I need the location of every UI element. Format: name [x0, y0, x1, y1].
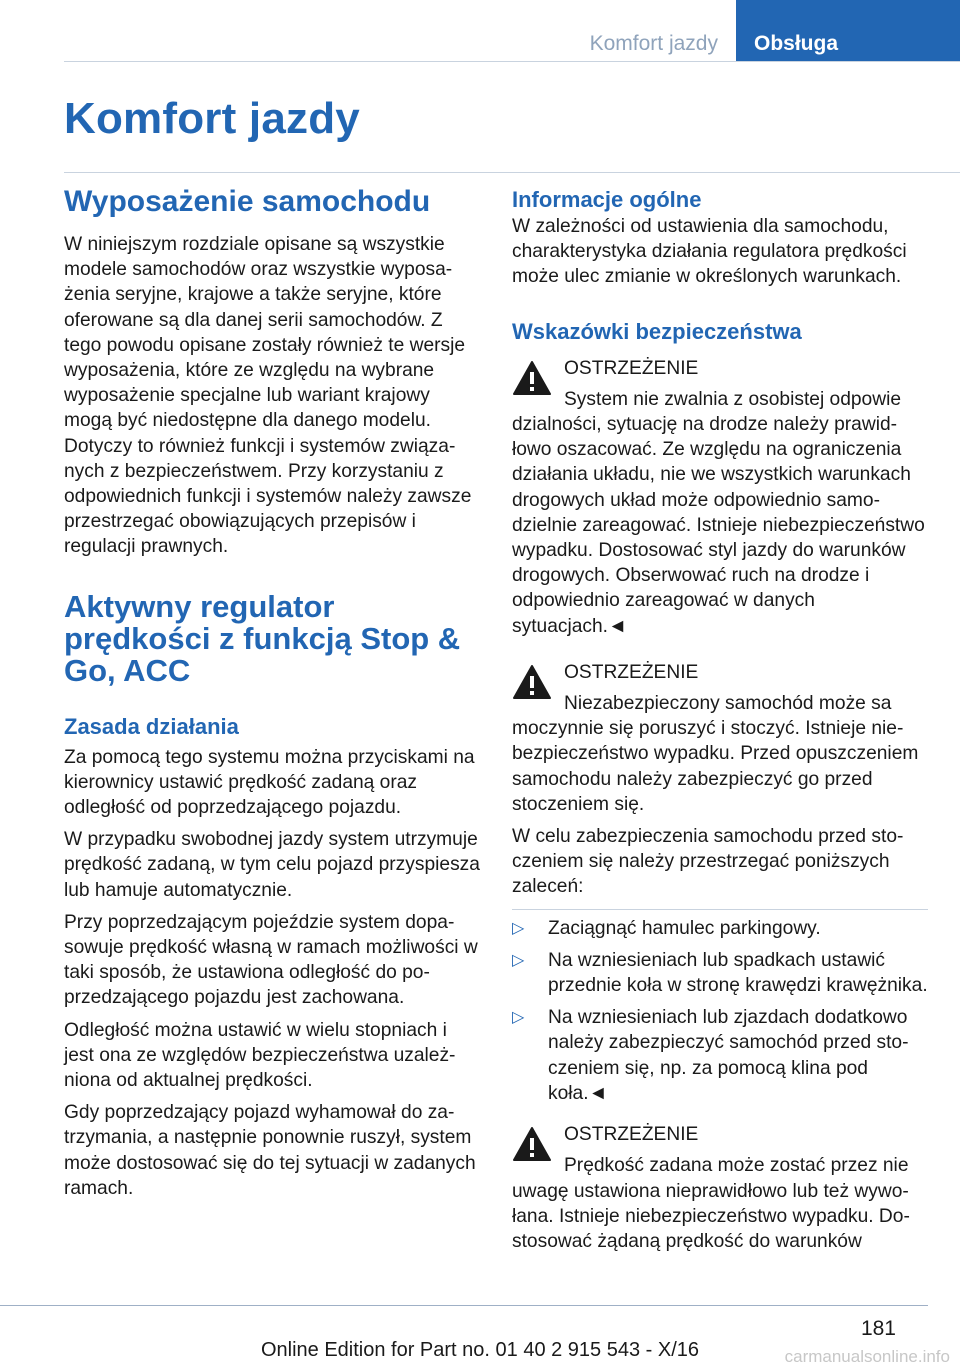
list-divider	[512, 909, 928, 910]
warning-triangle-icon	[512, 1126, 552, 1162]
footer-rule	[0, 1305, 928, 1306]
header-section-tab: Komfort jazdy	[589, 32, 718, 55]
bullet-triangle-icon: ▷	[512, 1009, 525, 1027]
paragraph-secure: W celu zabezpieczenia samochodu przed stoczeniem się należy przestrzegać poniższych zaleceń:	[512, 826, 904, 898]
paragraph-equipment: W niniejszym rozdziale opisane są wszystkie modele samochodów oraz wszystkie wyposażenia seryjne, krajowe a także seryjne, które oferowane są dla danej serii samochodów. Z tego powodu opisane zostały również te wersje wyposażenia, które ze względu na wybrane wyposażenie specjalne lub wariant krajowy mogą być niedostępne dla danego modelu. Dotyczy to również funkcji i systemów związanych z bezpieczeństwem. Przy korzystaniu z odpowiednich funkcji i systemów należy zawsze przestrzegać obowiązujących przepisów i regulacji prawnych.	[64, 234, 472, 558]
page-header	[0, 0, 960, 62]
list-item	[512, 948, 928, 998]
warning-text-1-rest: dzialności, sytuację na drodze należy prawidłowo oszacować. Ze względu na ograniczenia działania układu, nie we wszystkich warunkach drogowych układ może odpowiednio samodzielnie zareagować. Istnieje niebezpieczeństwo wypadku. Dostosować styl jazdy do warunków drogowych. Obserwować ruch na drodze i odpowiednio zareagować w danych sytuacjach.◄	[512, 414, 925, 637]
paragraph-principle-3: Przy poprzedzającym pojeździe system dopasowuje prędkość własną w ramach możliwości w taki sposób, że ustawiona odległość do poprzedzającego pojazdu jest zachowana.	[64, 911, 478, 1009]
heading-principle: Zasada działania	[64, 713, 239, 739]
warning-block-2	[512, 660, 928, 817]
heading-acc: Aktywny regulator prędkości z funkcją Stop & Go, ACC	[64, 588, 461, 688]
paragraph-principle-4: Odległość można ustawić w wielu stopniach i jest ona ze względów bezpieczeństwa uzależniona od aktualnej prędkości.	[64, 1019, 456, 1092]
bullet-list	[512, 916, 928, 1106]
right-column	[512, 182, 928, 1254]
warning-text-3-rest: uwagę ustawiona nieprawidłowo lub też wywołana. Istnieje niebezpieczeństwo wypadku. Dostosować żądaną prędkość do warunków	[512, 1180, 910, 1252]
list-item	[512, 1005, 928, 1106]
warning-text-2-start: Niezabezpieczony samochód może sa	[564, 693, 892, 715]
warning-label-2: OSTRZEŻENIE	[564, 661, 699, 683]
paragraph-principle-5: Gdy poprzedzający pojazd wyhamował do zatrzymania, a następnie ponownie ruszył, system może dostosować się do tej sytuacji w zadanych ramach.	[64, 1102, 476, 1199]
list-item-text: Zaciągnąć hamulec parkingowy.	[548, 917, 821, 939]
warning-text-2-rest: moczynnie się poruszyć i stoczyć. Istnieje niebezpieczeństwo wypadku. Przed opuszczeniem samochodu należy zabezpieczyć go przed stoczeniem się.	[512, 718, 919, 815]
heading-equipment: Wyposażenie samochodu	[64, 185, 431, 218]
list-item	[512, 916, 928, 941]
warning-label-1: OSTRZEŻENIE	[564, 357, 699, 379]
warning-triangle-icon	[512, 360, 552, 396]
header-chapter-tab: Obsługa	[736, 0, 960, 62]
bullet-triangle-icon: ▷	[512, 951, 525, 969]
warning-text-3-start: Prędkość zadana może zostać przez nie	[564, 1155, 909, 1177]
watermark: carmanualsonline.info	[784, 1347, 950, 1366]
list-item-text: Na wzniesieniach lub zjazdach dodatkowo należy zabezpieczyć samochód przed stoczeniem się, np. za pomocą klina pod koła.◄	[548, 1007, 909, 1104]
heading-safety: Wskazówki bezpieczeństwa	[512, 318, 802, 344]
page-footer	[0, 1305, 960, 1366]
header-rule	[64, 61, 960, 62]
paragraph-principle-1: Za pomocą tego systemu można przyciskami na kierownicy ustawić prędkość zadaną oraz odległość od poprzedzającego pojazdu.	[64, 746, 475, 819]
page-number: 181	[860, 1317, 896, 1340]
warning-text-1-start: System nie zwalnia z osobistej odpowie	[564, 388, 902, 410]
list-item-text: Na wzniesieniach lub spadkach ustawić przednie koła w stronę krawędzi krawężnika.	[548, 949, 928, 997]
heading-general: Informacje ogólne	[512, 187, 702, 212]
page-title: Komfort jazdy	[64, 94, 360, 143]
left-column	[64, 182, 480, 1201]
bullet-triangle-icon: ▷	[512, 919, 525, 937]
edition-note: Online Edition for Part no. 01 40 2 915 543 - X/16	[260, 1339, 700, 1361]
title-rule	[64, 172, 960, 173]
warning-block-3	[512, 1122, 928, 1254]
warning-block-1	[512, 356, 928, 639]
paragraph-general: W zależności od ustawienia dla samochodu, charakterystyka działania regulatora prędkości może ulec zmianie w określonych warunkach.	[512, 216, 907, 288]
paragraph-principle-2: W przypadku swobodnej jazdy system utrzymuje prędkość zadaną, w tym celu pojazd przyspiesza lub hamuje automatycznie.	[64, 829, 480, 901]
warning-label-3: OSTRZEŻENIE	[564, 1124, 699, 1146]
warning-triangle-icon	[512, 664, 552, 700]
